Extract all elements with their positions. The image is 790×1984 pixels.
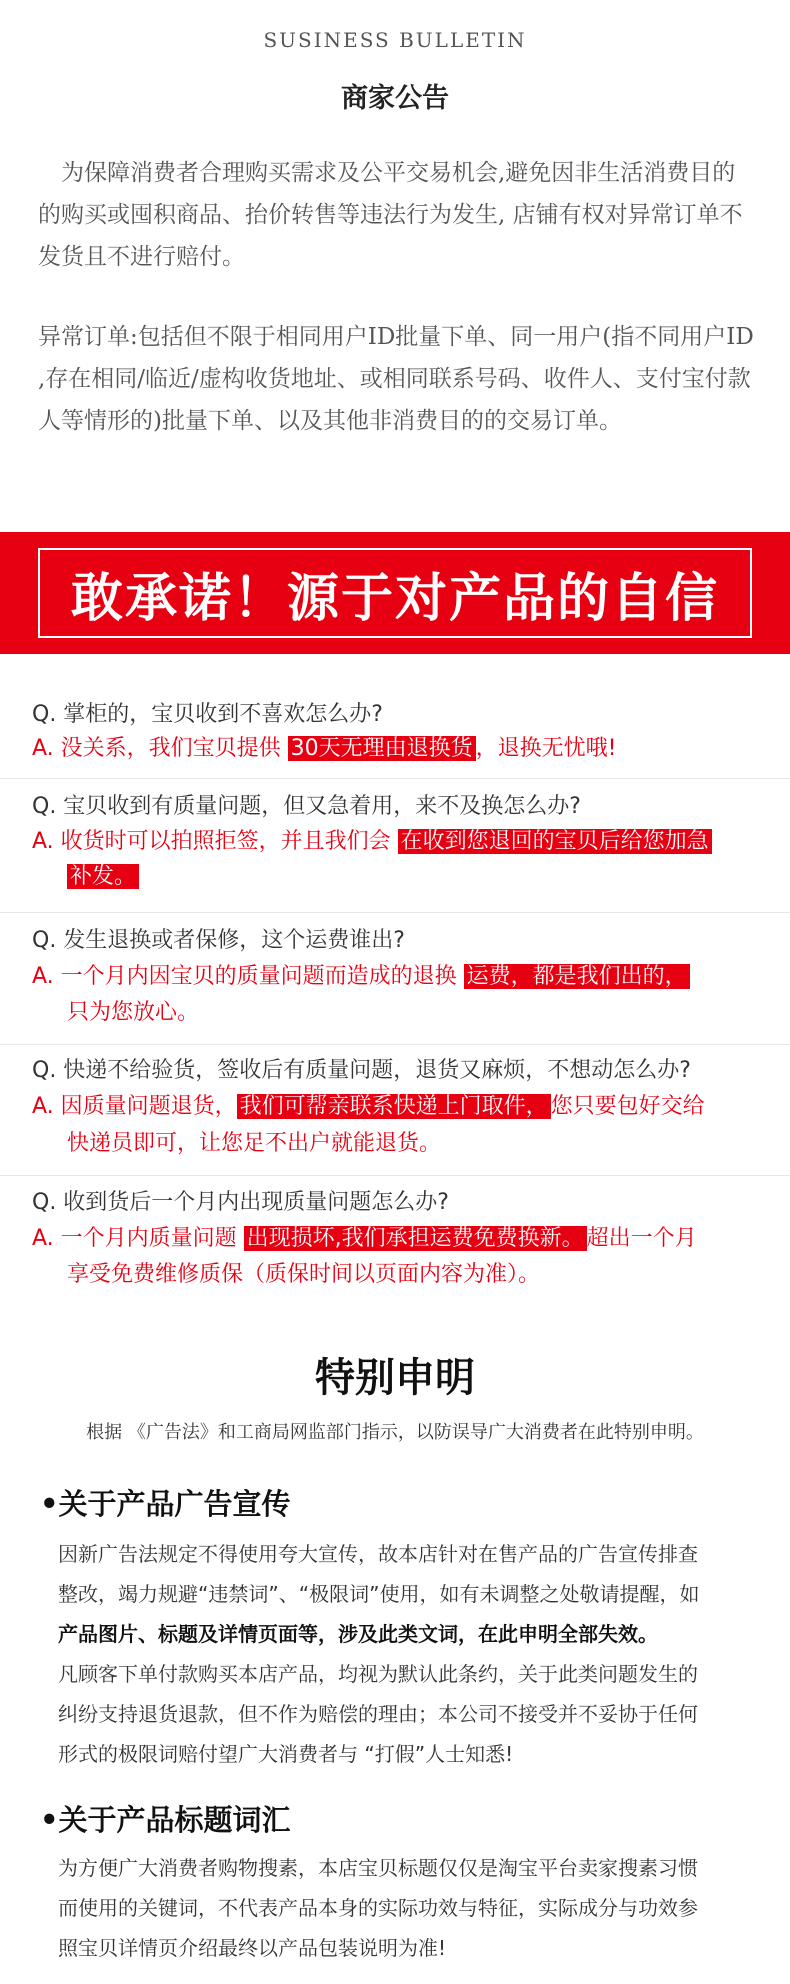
section-body-line: 纠纷支持退货退款，但不作为赔偿的理由；本公司不接受并不妥协于任何	[58, 1702, 698, 1726]
faq-question-3: Q. 发生退换或者保修，这个运费谁出?	[32, 928, 405, 953]
faq-answer-5-text-end: 超出一个月	[586, 1226, 697, 1251]
faq-answer-4-highlight: 我们可帮亲联系快递上门取件，	[237, 1094, 551, 1119]
section-title-advertising: •关于产品广告宣传	[40, 1487, 291, 1521]
section-body-line: 照宝贝详情页介绍最终以产品包装说明为准!	[58, 1936, 447, 1960]
section-body-keywords	[58, 1848, 748, 1968]
faq-answer-1-text-end: ，退换无忧哦!	[475, 736, 617, 761]
faq-answer-2-line-2	[67, 860, 139, 894]
faq-divider	[0, 778, 790, 779]
faq-answer-2	[32, 825, 712, 859]
promise-banner	[0, 532, 790, 654]
faq-divider	[0, 1175, 790, 1176]
faq-answer-4-text-end: 您只要包好交给	[550, 1094, 705, 1119]
bulletin-paragraph-2: 异常订单:包括但不限于相同用户ID批量下单、同一用户(指不同用户ID ,存在相同/临近/虚构收货地址、或相同联系号码、收件人、支付宝付款人等情形的)批量下单、以及其他非消费目的的交易订单。	[38, 324, 754, 434]
faq-answer-5	[32, 1222, 697, 1256]
faq-question-4: Q. 快递不给验货，签收后有质量问题，退货又麻烦，不想动怎么办?	[32, 1058, 691, 1083]
faq-question-1: Q. 掌柜的，宝贝收到不喜欢怎么办?	[32, 702, 383, 727]
special-statement-subtitle: 根据 《广告法》和工商局网监部门指示，以防误导广大消费者在此特别申明。	[86, 1422, 704, 1443]
faq-answer-1-highlight: 30天无理由退换货	[288, 736, 476, 761]
section-body-line: 为方便广大消费者购物搜素，本店宝贝标题仅仅是淘宝平台卖家搜素习惯	[58, 1856, 698, 1880]
faq-answer-1	[32, 732, 616, 766]
special-statement-title: 特别申明	[315, 1355, 475, 1401]
faq-answer-2-highlight-2: 补发。	[67, 864, 139, 889]
section-body-line: 而使用的关键词，不代表产品本身的实际功效与特征，实际成分与功效参	[58, 1896, 698, 1920]
faq-answer-2-text: A. 收货时可以拍照拒签，并且我们会	[32, 829, 398, 854]
bulletin-paragraph-1: 为保障消费者合理购买需求及公平交易机会,避免因非生活消费目的的购买或囤积商品、抬价转售等违法行为发生, 店铺有权对异常订单不发货且不进行赔付。	[38, 160, 743, 270]
faq-question-2: Q. 宝贝收到有质量问题，但又急着用，来不及换怎么办?	[32, 794, 581, 819]
promise-banner-text: 敢承诺！源于对产品的自信	[70, 568, 719, 629]
faq-answer-4-line-2: 快递员即可，让您足不出户就能退货。	[67, 1131, 442, 1156]
section-body-line: 因新广告法规定不得使用夸大宣传，故本店针对在售产品的广告宣传排查	[58, 1542, 698, 1566]
section-body-line: 凡顾客下单付款购买本店产品，均视为默认此条约，关于此类问题发生的	[58, 1662, 698, 1686]
section-title-keywords: •关于产品标题词汇	[40, 1803, 291, 1837]
section-body-line-bold: 产品图片、标题及详情页面等，涉及此类文词，在此申明全部失效。	[58, 1622, 658, 1646]
section-body-line: 形式的极限词赔付望广大消费者与 “打假”人士知悉!	[58, 1742, 514, 1766]
promise-banner-frame	[38, 548, 752, 638]
faq-answer-1-text: A. 没关系，我们宝贝提供	[32, 736, 288, 761]
faq-answer-5-text: A. 一个月内质量问题	[32, 1226, 244, 1251]
faq-answer-3-line-2: 只为您放心。	[67, 1000, 200, 1025]
faq-answer-3-highlight: 运费，都是我们出的，	[464, 964, 690, 989]
faq-divider	[0, 1044, 790, 1045]
bulletin-title-en: SUSINESS BULLETIN	[263, 28, 527, 52]
faq-answer-4-text: A. 因质量问题退货，	[32, 1094, 237, 1119]
faq-answer-4	[32, 1090, 705, 1124]
bulletin-title: 商家公告	[341, 83, 449, 114]
faq-divider	[0, 912, 790, 913]
faq-answer-5-highlight: 出现损坏,我们承担运费免费换新。	[244, 1226, 587, 1251]
section-body-advertising	[58, 1534, 748, 1774]
faq-answer-2-highlight: 在收到您退回的宝贝后给您加急	[398, 829, 712, 854]
section-body-line: 整改，竭力规避“违禁词”、“极限词”使用，如有未调整之处敬请提醒，如	[58, 1582, 700, 1606]
faq-question-5: Q. 收到货后一个月内出现质量问题怎么办?	[32, 1190, 449, 1215]
faq-answer-3	[32, 960, 690, 994]
faq-answer-5-line-2: 享受免费维修质保（质保时间以页面内容为准）。	[67, 1262, 541, 1287]
faq-answer-3-text: A. 一个月内因宝贝的质量问题而造成的退换	[32, 964, 464, 989]
